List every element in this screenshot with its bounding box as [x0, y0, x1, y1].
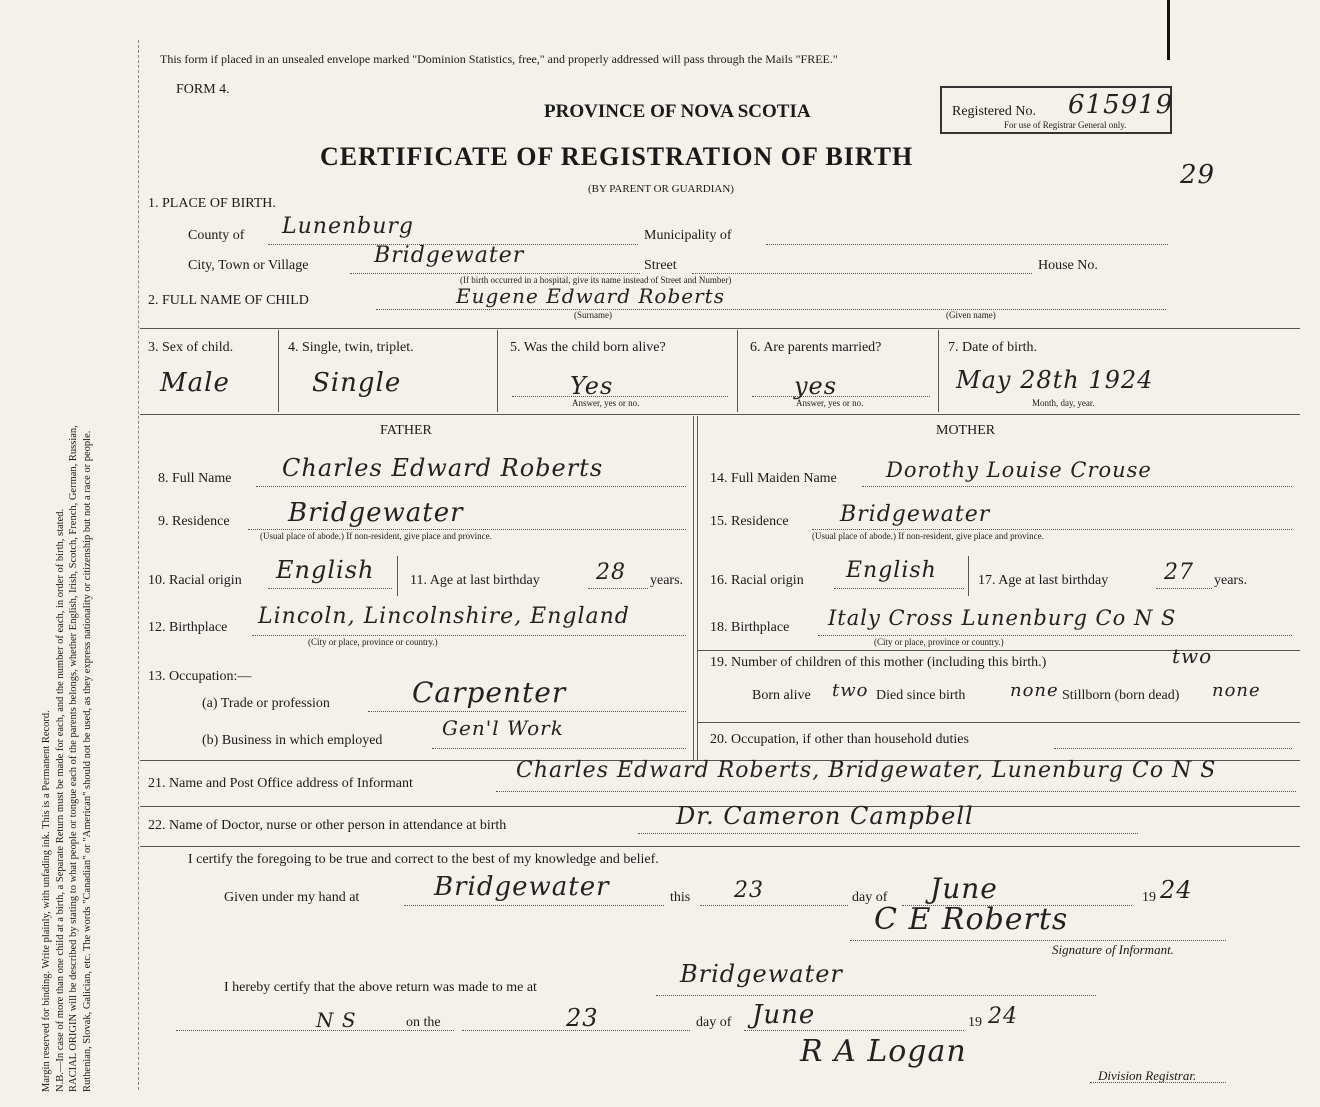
parents-married-value: yes — [794, 372, 838, 400]
mother-years: years. — [1214, 573, 1248, 588]
mother-age-label: 17. Age at last birthday — [978, 573, 1109, 588]
sex-label: 3. Sex of child. — [148, 340, 234, 355]
father-birthplace-caption: (City or place, province or country.) — [308, 637, 438, 647]
registrar-on-label: on the — [406, 1015, 441, 1030]
mother-birthplace-label: 18. Birthplace — [710, 620, 790, 635]
mother-race-label: 16. Racial origin — [710, 573, 804, 588]
registrar-signature: R A Logan — [800, 1034, 967, 1069]
informant-label: 21. Name and Post Office address of Informant — [148, 776, 413, 791]
margin-line-2: N.B.—In case of more than one child at a birth, a Separate Return must be made for each, and the number of each, in order of birth, stated. — [54, 508, 66, 1092]
children-count-value: two — [1172, 644, 1213, 668]
born-alive-label: 5. Was the child born alive? — [510, 340, 666, 355]
father-birthplace-value: Lincoln, Lincolnshire, England — [258, 604, 630, 629]
alive-answer-caption: Answer, yes or no. — [572, 398, 640, 408]
born-alive-value: Yes — [570, 372, 614, 400]
mail-notice: This form if placed in an unsealed envelope marked "Dominion Statistics, free," and properly addressed will pass through the Mails "FREE." — [160, 52, 838, 66]
registered-no-value: 615919 — [1068, 90, 1174, 120]
plurality-value: Single — [312, 368, 402, 398]
registrar-place-value: Bridgewater — [680, 960, 843, 988]
registrar-statement: I hereby certify that the above return was made to me at — [224, 980, 537, 995]
registrar-day-label: day of — [696, 1015, 732, 1030]
certificate-subtitle: (BY PARENT OR GUARDIAN) — [588, 183, 734, 195]
mother-occupation-label: 20. Occupation, if other than household duties — [710, 732, 969, 747]
mother-residence-value: Bridgewater — [840, 502, 991, 527]
province-heading: PROVINCE OF NOVA SCOTIA — [544, 101, 811, 122]
born-alive-count-value: two — [832, 680, 869, 701]
municipality-label: Municipality of — [644, 228, 732, 243]
father-age-label: 11. Age at last birthday — [410, 573, 540, 588]
born-alive-count-label: Born alive — [752, 688, 811, 703]
sex-value: Male — [160, 368, 230, 398]
father-name-value: Charles Edward Roberts — [282, 454, 604, 482]
trade-label: (a) Trade or profession — [202, 696, 330, 711]
doctor-label: 22. Name of Doctor, nurse or other person in attendance at birth — [148, 818, 507, 833]
father-race-label: 10. Racial origin — [148, 573, 242, 588]
dob-label: 7. Date of birth. — [948, 340, 1038, 355]
stillborn-label: Stillborn (born dead) — [1062, 688, 1180, 703]
house-label: House No. — [1038, 258, 1098, 273]
certificate-title: CERTIFICATE OF REGISTRATION OF BIRTH — [320, 142, 914, 171]
father-birthplace-label: 12. Birthplace — [148, 620, 228, 635]
given-label: Given under my hand at — [224, 890, 360, 905]
place-heading: 1. PLACE OF BIRTH. — [148, 196, 276, 211]
registrar-caption: Division Registrar. — [1098, 1068, 1197, 1083]
county-value: Lunenburg — [282, 214, 414, 239]
registrar-day-value: 23 — [566, 1004, 599, 1032]
registrar-note: For use of Registrar General only. — [1004, 120, 1127, 130]
died-value: none — [1010, 680, 1059, 701]
mother-name-value: Dorothy Louise Crouse — [886, 458, 1152, 482]
father-age-value: 28 — [596, 560, 626, 585]
signature-caption: Signature of Informant. — [1052, 942, 1174, 957]
registrar-province-value: N S — [316, 1008, 357, 1032]
mother-residence-caption: (Usual place of abode.) If non-resident, give place and province. — [812, 531, 1044, 541]
mother-race-value: English — [846, 558, 937, 583]
trade-value: Carpenter — [412, 676, 567, 709]
father-residence-value: Bridgewater — [288, 498, 464, 528]
registered-no-label: Registered No. — [952, 104, 1036, 119]
street-label: Street — [644, 258, 677, 273]
given-year-value: 24 — [1160, 876, 1193, 904]
mother-residence-label: 15. Residence — [710, 514, 789, 529]
county-label: County of — [188, 228, 245, 243]
hospital-note: (If birth occurred in a hospital, give its name instead of Street and Number) — [460, 275, 732, 285]
mother-age-value: 27 — [1164, 560, 1194, 585]
registration-box — [940, 86, 1172, 134]
registrar-year-prefix: 19 — [968, 1015, 982, 1030]
margin-notes — [40, 425, 94, 1092]
given-place-value: Bridgewater — [434, 872, 610, 902]
given-day-label: day of — [852, 890, 888, 905]
informant-value: Charles Edward Roberts, Bridgewater, Lunenburg Co N S — [516, 758, 1217, 783]
father-residence-caption: (Usual place of abode.) If non-resident, give place and province. — [260, 531, 492, 541]
city-label: City, Town or Village — [188, 258, 309, 273]
margin-line-4: Ruthenian, Slovak, Galician, etc. The words "Canadian" or "American" should not be used, as they express nationality or citizenship but not a race or people. — [81, 430, 93, 1092]
surname-caption: (Surname) — [574, 310, 612, 320]
father-race-value: English — [276, 556, 375, 584]
given-day-value: 23 — [734, 878, 764, 903]
father-name-label: 8. Full Name — [158, 471, 232, 486]
dob-caption: Month, day, year. — [1032, 398, 1095, 408]
margin-line-1: Margin reserved for binding. Write plainly, with unfading ink. This is a Permanent Record. — [41, 710, 52, 1092]
doctor-value: Dr. Cameron Campbell — [676, 802, 974, 830]
dob-value: May 28th 1924 — [956, 366, 1154, 394]
father-years: years. — [650, 573, 684, 588]
child-name-value: Eugene Edward Roberts — [456, 284, 725, 308]
registrar-month-value: June — [752, 1000, 816, 1030]
informant-signature: C E Roberts — [874, 902, 1069, 937]
business-value: Gen'l Work — [442, 716, 564, 740]
died-label: Died since birth — [876, 688, 966, 703]
margin-line-3: RACIAL ORIGIN will be described by stating to what people or tongue each of the parents belongs, whether English, Irish, Scotch, French, German, Russian, — [68, 425, 79, 1092]
parents-married-label: 6. Are parents married? — [750, 340, 882, 355]
business-label: (b) Business in which employed — [202, 733, 383, 748]
married-answer-caption: Answer, yes or no. — [796, 398, 864, 408]
scan-artifact-line — [1167, 0, 1170, 60]
this-label: this — [670, 890, 691, 905]
mother-birthplace-value: Italy Cross Lunenburg Co N S — [828, 606, 1177, 630]
city-value: Bridgewater — [374, 243, 525, 268]
children-count-label: 19. Number of children of this mother (including this birth.) — [710, 655, 1047, 670]
occupation-label: 13. Occupation:— — [148, 669, 252, 684]
child-name-label: 2. FULL NAME OF CHILD — [148, 293, 309, 308]
stillborn-value: none — [1212, 680, 1261, 701]
plurality-label: 4. Single, twin, triplet. — [288, 340, 414, 355]
form-number: FORM 4. — [176, 82, 230, 97]
given-year-prefix: 19 — [1142, 890, 1156, 905]
corner-mark: 29 — [1180, 160, 1216, 190]
registrar-year-value: 24 — [988, 1004, 1018, 1029]
binding-margin-line — [138, 40, 139, 1090]
mother-name-label: 14. Full Maiden Name — [710, 471, 837, 486]
mother-birthplace-caption: (City or place, province or country.) — [874, 637, 1004, 647]
certify-statement: I certify the foregoing to be true and correct to the best of my knowledge and belief. — [188, 852, 659, 867]
father-heading: FATHER — [380, 423, 432, 438]
given-caption: (Given name) — [946, 310, 996, 320]
given-month-value: June — [930, 872, 998, 905]
mother-heading: MOTHER — [936, 423, 996, 438]
father-residence-label: 9. Residence — [158, 514, 230, 529]
